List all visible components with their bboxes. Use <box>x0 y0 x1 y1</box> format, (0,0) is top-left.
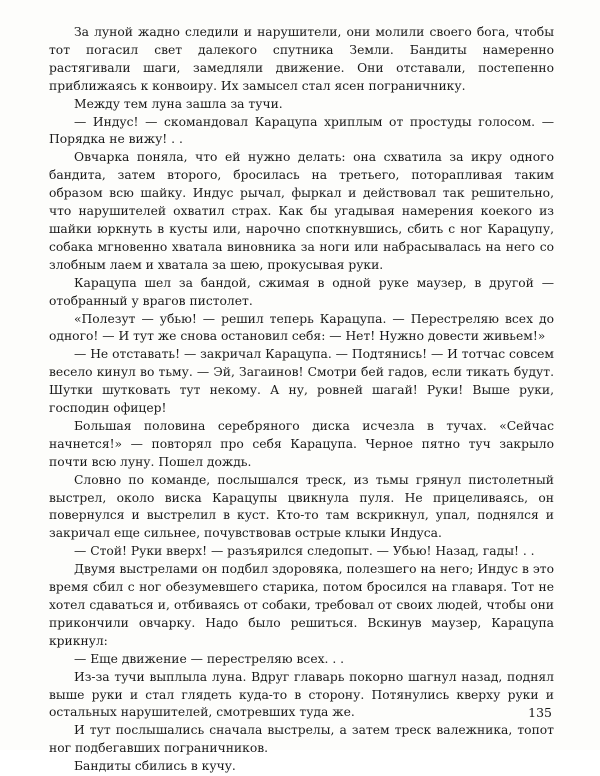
paragraph: Двумя выстрелами он подбил здоровяка, полезшего на него; Индус в это время сбил с ног обезумевшего старика, потом бросился на главаря. Тот не хотел сдаваться и, отбиваясь от собаки, требовал от своих людей, чтобы они прикончили овчарку. Надо было решиться. Вскинув маузер, Карацупа крикнул: <box>49 562 554 648</box>
paragraph: Словно по команде, послышался треск, из тьмы грянул пистолетный выстрел, около виска Карацупы цвикнула пуля. Не прицеливаясь, он повернулся и выстрелил в куст. Кто-то там вскрикнул, упал, поднялся и закричал еще сильнее, почувствовав острые клыки Индуса. <box>49 472 554 541</box>
paragraph: «Полезут — убью! — решил теперь Карацупа. — Перестреляю всех до одного! — И тут же снова остановил себя: — Нет! Нужно довести живьем!» <box>49 311 554 344</box>
paragraph: — Не отставать! — закричал Карацупа. — Подтянись! — И тотчас совсем весело кинул во тьму. — Эй, Загаинов! Смотри бей гадов, если тикать будут. Шутки шутковать тут некому. А ну, ровней шагай! Руки! Выше руки, господин офицер! <box>49 347 554 416</box>
paragraph: Карацупа шел за бандой, сжимая в одной руке маузер, в другой — отобранный у врагов пистолет. <box>49 275 554 308</box>
paragraph: — Стой! Руки вверх! — разъярился следопыт. — Убью! Назад, гады! . . <box>74 544 535 559</box>
paragraph: Бандиты сбились в кучу. <box>74 759 236 774</box>
paragraph: И тут послышались сначала выстрелы, а затем треск валежника, топот ног подбегавших пограничников. <box>49 723 554 756</box>
paragraph: — Еще движение — перестреляю всех. . . <box>74 651 345 666</box>
page-number: 135 <box>528 705 552 720</box>
paragraph: — Индус! — скомандовал Карацупа хриплым от простуды голосом. — Порядка не вижу! . . <box>49 114 554 147</box>
paragraph: За луной жадно следили и нарушители, они молили своего бога, чтобы тот погасил свет далекого спутника Земли. Бандиты намеренно растягивали шаги, замедляли движение. Они отставали, постепенно приближаясь к конвоиру. Их замысел стал ясен пограничнику. <box>49 25 554 93</box>
paragraph: Между тем луна зашла за тучи. <box>74 96 283 111</box>
paragraph: Из-за тучи выплыла луна. Вдруг главарь покорно шагнул назад, поднял выше руки и стал глядеть куда-то в сторону. Потянулись кверху руки и остальных нарушителей, смотревших туда же. <box>49 669 554 720</box>
paragraph: Большая половина серебряного диска исчезла в тучах. «Сейчас начнется!» — повторял про себя Карацупа. Черное пятно туч закрыло почти всю луну. Пошел дождь. <box>49 418 554 469</box>
paragraph: Овчарка поняла, что ей нужно делать: она схватила за икру одного бандита, затем второго, бросилась на третьего, поторапливая таким образом всю шайку. Индус рычал, фыркал и действовал так решительно, что нарушителей охватил страх. Как бы угадывая намерения коекого из шайки юркнуть в кусты или, нарочно споткнувшись, сбить с ног Карацупу, собака мгновенно хватала виновника за ноги или набрасывалась на него со злобным лаем и хватала за шею, прокусывая руки. <box>49 150 554 272</box>
body-text <box>49 24 554 776</box>
